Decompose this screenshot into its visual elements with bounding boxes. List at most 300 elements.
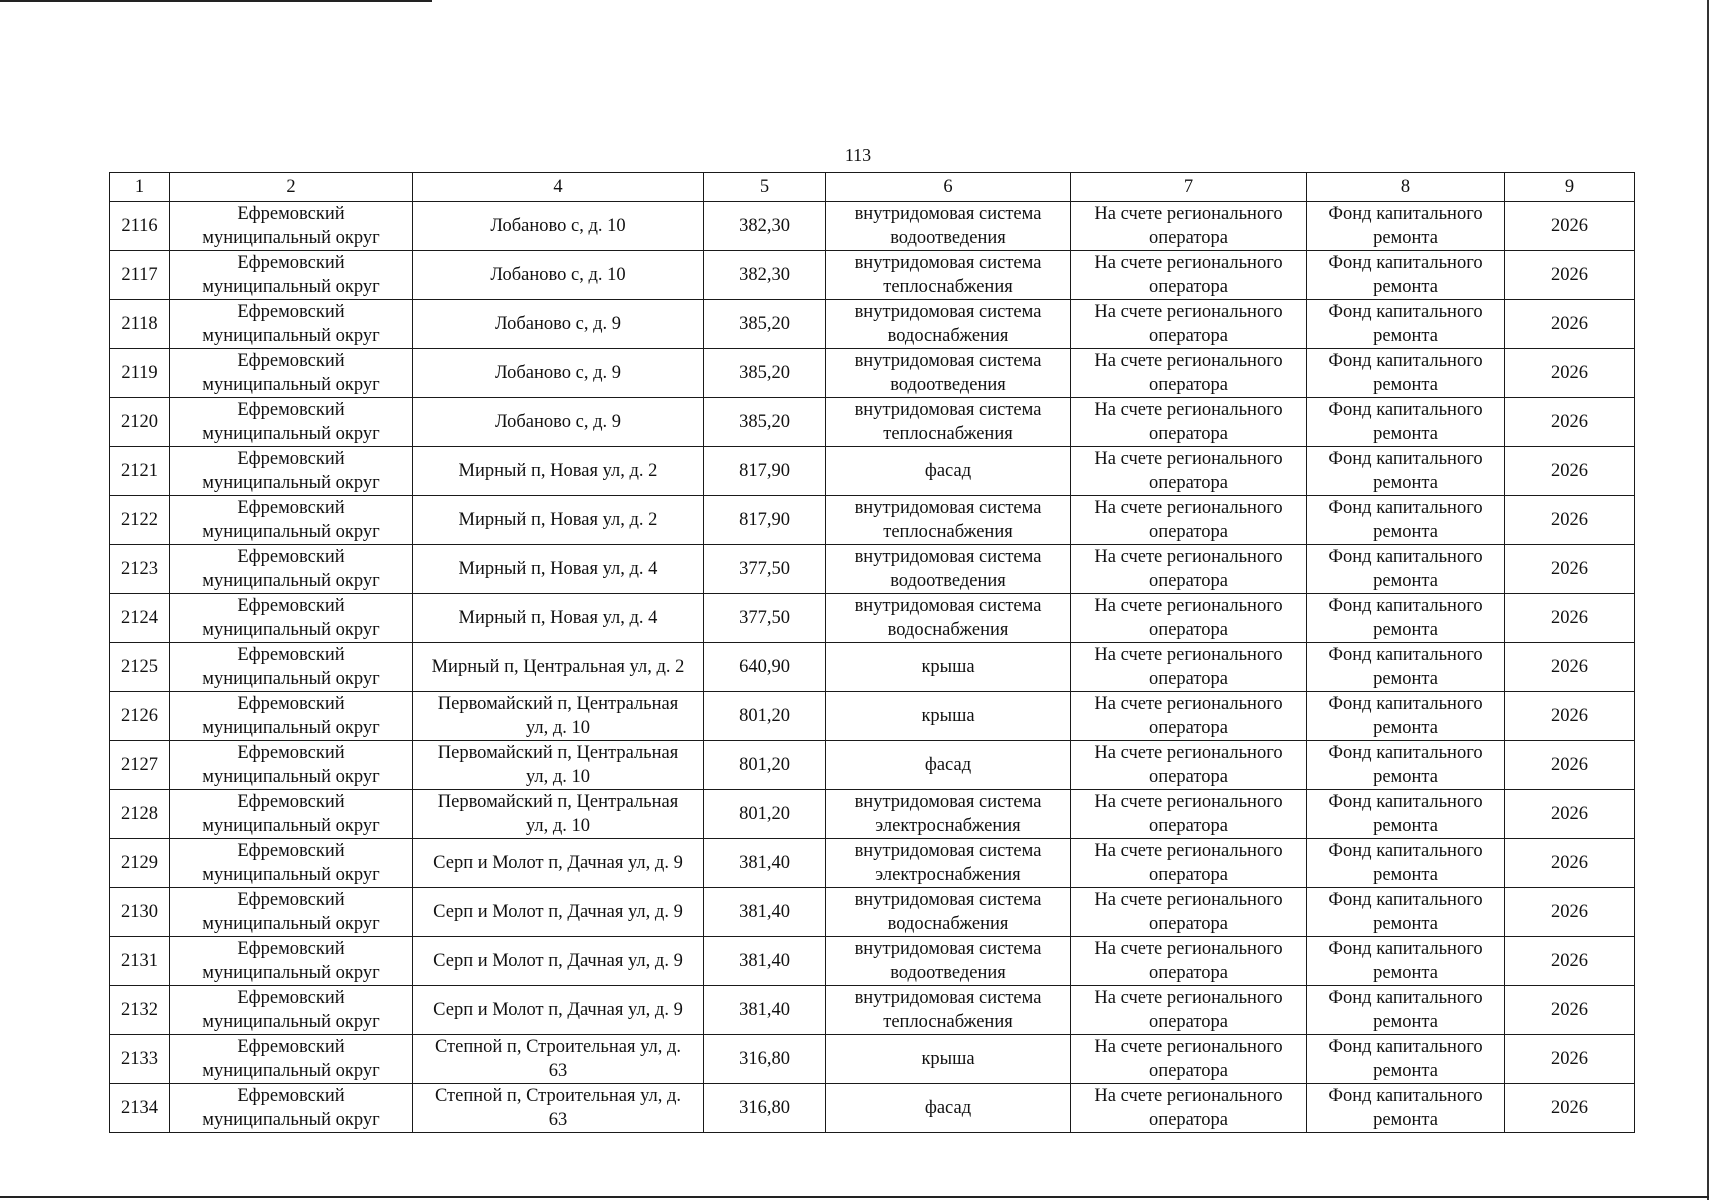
cell-district-line: Ефремовский (237, 1086, 345, 1106)
table-row (110, 447, 1635, 496)
cell-district (170, 300, 413, 349)
cell-account (1071, 741, 1307, 790)
cell-account-line: На счете регионального (1094, 547, 1283, 567)
cell-fund-line: ремонта (1373, 1012, 1438, 1032)
cell-area: 381,40 (704, 986, 826, 1035)
cell-area: 316,80 (704, 1084, 826, 1133)
cell-district-line: Ефремовский (237, 743, 345, 763)
cell-address-line: Серп и Молот п, Дачная ул, д. 9 (433, 951, 683, 971)
cell-district-line: Ефремовский (237, 1037, 345, 1057)
cell-element-line: крыша (921, 657, 975, 677)
cell-district-line: муниципальный округ (202, 326, 380, 346)
cell-element (826, 349, 1071, 398)
cell-account-line: оператора (1149, 522, 1228, 542)
cell-year: 2026 (1505, 643, 1635, 692)
cell-address (413, 1084, 704, 1133)
cell-account (1071, 496, 1307, 545)
cell-district-line: муниципальный округ (202, 1110, 380, 1130)
cell-address (413, 1035, 704, 1084)
cell-address-line: 63 (548, 1061, 568, 1081)
cell-fund-line: Фонд капитального (1328, 792, 1483, 812)
cell-account-line: оператора (1149, 326, 1228, 346)
cell-fund-line: Фонд капитального (1328, 400, 1483, 420)
cell-fund-line: Фонд капитального (1328, 498, 1483, 518)
cell-number: 2121 (110, 447, 170, 496)
cell-account-line: оператора (1149, 1110, 1228, 1130)
cell-address (413, 888, 704, 937)
cell-account-line: На счете регионального (1094, 351, 1283, 371)
cell-fund (1307, 741, 1505, 790)
table-row (110, 349, 1635, 398)
cell-element (826, 1084, 1071, 1133)
cell-area: 382,30 (704, 251, 826, 300)
cell-address (413, 790, 704, 839)
cell-fund-line: Фонд капитального (1328, 253, 1483, 273)
cell-year: 2026 (1505, 741, 1635, 790)
cell-district-line: муниципальный округ (202, 424, 380, 444)
cell-account-line: оператора (1149, 816, 1228, 836)
cell-fund (1307, 447, 1505, 496)
cell-fund-line: ремонта (1373, 767, 1438, 787)
cell-account-line: оператора (1149, 914, 1228, 934)
cell-district (170, 1084, 413, 1133)
cell-district-line: муниципальный округ (202, 669, 380, 689)
cell-account (1071, 398, 1307, 447)
cell-account-line: оператора (1149, 571, 1228, 591)
cell-fund-line: ремонта (1373, 277, 1438, 297)
cell-element-line: теплоснабжения (883, 522, 1013, 542)
cell-address-line: Мирный п, Новая ул, д. 2 (458, 510, 658, 530)
cell-account-line: На счете регионального (1094, 939, 1283, 959)
cell-account-line: На счете регионального (1094, 400, 1283, 420)
cell-district-line: Ефремовский (237, 841, 345, 861)
cell-district (170, 594, 413, 643)
cell-area: 385,20 (704, 349, 826, 398)
cell-fund-line: ремонта (1373, 816, 1438, 836)
cell-element-line: теплоснабжения (883, 1012, 1013, 1032)
cell-account-line: оператора (1149, 1061, 1228, 1081)
table-row (110, 594, 1635, 643)
cell-element (826, 251, 1071, 300)
cell-element-line: водоотведения (890, 228, 1006, 248)
cell-fund-line: ремонта (1373, 914, 1438, 934)
cell-year: 2026 (1505, 300, 1635, 349)
cell-account-line: На счете регионального (1094, 302, 1283, 322)
cell-fund (1307, 398, 1505, 447)
cell-year: 2026 (1505, 594, 1635, 643)
cell-fund-line: ремонта (1373, 865, 1438, 885)
cell-address (413, 349, 704, 398)
cell-address (413, 741, 704, 790)
cell-district-line: муниципальный округ (202, 1061, 380, 1081)
cell-district-line: муниципальный округ (202, 522, 380, 542)
cell-fund-line: Фонд капитального (1328, 1037, 1483, 1057)
cell-account (1071, 594, 1307, 643)
cell-account-line: оператора (1149, 718, 1228, 738)
cell-element-line: электроснабжения (875, 865, 1021, 885)
header-col-year: 9 (1505, 173, 1635, 202)
cell-fund-line: Фонд капитального (1328, 596, 1483, 616)
table-row (110, 496, 1635, 545)
header-col-district: 2 (170, 173, 413, 202)
cell-element-line: внутридомовая система (854, 400, 1042, 420)
cell-address (413, 496, 704, 545)
scan-edge-line-top (0, 0, 432, 2)
cell-element-line: внутридомовая система (854, 890, 1042, 910)
cell-element-line: водоснабжения (887, 620, 1009, 640)
cell-element-line: водоотведения (890, 375, 1006, 395)
cell-number: 2129 (110, 839, 170, 888)
cell-area: 640,90 (704, 643, 826, 692)
cell-account (1071, 1035, 1307, 1084)
table-row (110, 741, 1635, 790)
cell-element (826, 545, 1071, 594)
table-row (110, 1084, 1635, 1133)
cell-district-line: муниципальный округ (202, 914, 380, 934)
cell-address-line: Серп и Молот п, Дачная ул, д. 9 (433, 902, 683, 922)
cell-year: 2026 (1505, 790, 1635, 839)
cell-account (1071, 1084, 1307, 1133)
cell-element-line: фасад (924, 755, 972, 775)
cell-district (170, 741, 413, 790)
cell-element-line: внутридомовая система (854, 204, 1042, 224)
cell-account-line: оператора (1149, 620, 1228, 640)
cell-year: 2026 (1505, 1035, 1635, 1084)
cell-element-line: водоснабжения (887, 914, 1009, 934)
cell-district (170, 692, 413, 741)
table-row (110, 790, 1635, 839)
cell-address (413, 937, 704, 986)
cell-district-line: муниципальный округ (202, 767, 380, 787)
cell-district-line: муниципальный округ (202, 963, 380, 983)
cell-fund-line: ремонта (1373, 718, 1438, 738)
header-col-fund: 8 (1307, 173, 1505, 202)
cell-account-line: На счете регионального (1094, 449, 1283, 469)
cell-account (1071, 300, 1307, 349)
table-row (110, 398, 1635, 447)
cell-account-line: На счете регионального (1094, 645, 1283, 665)
cell-area: 817,90 (704, 496, 826, 545)
cell-fund-line: Фонд капитального (1328, 939, 1483, 959)
cell-fund-line: Фонд капитального (1328, 449, 1483, 469)
cell-district-line: Ефремовский (237, 449, 345, 469)
cell-fund-line: Фонд капитального (1328, 694, 1483, 714)
cell-account-line: оператора (1149, 375, 1228, 395)
cell-district (170, 202, 413, 251)
cell-number: 2130 (110, 888, 170, 937)
cell-fund-line: Фонд капитального (1328, 204, 1483, 224)
cell-address-line: Первомайский п, Центральная (437, 743, 679, 763)
cell-district-line: Ефремовский (237, 302, 345, 322)
cell-fund (1307, 937, 1505, 986)
cell-fund-line: Фонд капитального (1328, 743, 1483, 763)
table-row (110, 251, 1635, 300)
cell-element (826, 202, 1071, 251)
cell-account (1071, 251, 1307, 300)
cell-address (413, 545, 704, 594)
cell-district-line: Ефремовский (237, 204, 345, 224)
cell-element-line: электроснабжения (875, 816, 1021, 836)
cell-district (170, 496, 413, 545)
cell-district-line: Ефремовский (237, 890, 345, 910)
cell-fund (1307, 790, 1505, 839)
cell-number: 2133 (110, 1035, 170, 1084)
cell-address-line: Первомайский п, Центральная (437, 792, 679, 812)
header-col-account: 7 (1071, 173, 1307, 202)
cell-number: 2118 (110, 300, 170, 349)
cell-element (826, 1035, 1071, 1084)
cell-account-line: оператора (1149, 963, 1228, 983)
cell-account-line: На счете регионального (1094, 890, 1283, 910)
table-row (110, 937, 1635, 986)
header-col-element: 6 (826, 173, 1071, 202)
cell-year: 2026 (1505, 545, 1635, 594)
cell-element-line: теплоснабжения (883, 277, 1013, 297)
cell-district (170, 643, 413, 692)
cell-element (826, 986, 1071, 1035)
cell-year: 2026 (1505, 888, 1635, 937)
cell-fund-line: Фонд капитального (1328, 1086, 1483, 1106)
cell-number: 2128 (110, 790, 170, 839)
cell-address-line: ул, д. 10 (525, 816, 591, 836)
cell-address-line: Лобаново с, д. 10 (490, 216, 626, 236)
cell-account-line: На счете регионального (1094, 498, 1283, 518)
cell-year: 2026 (1505, 839, 1635, 888)
cell-fund-line: Фонд капитального (1328, 351, 1483, 371)
cell-fund-line: ремонта (1373, 620, 1438, 640)
cell-address-line: 63 (548, 1110, 568, 1130)
cell-district-line: Ефремовский (237, 596, 345, 616)
cell-account (1071, 937, 1307, 986)
cell-address (413, 643, 704, 692)
cell-address-line: ул, д. 10 (525, 767, 591, 787)
cell-fund-line: ремонта (1373, 571, 1438, 591)
cell-account (1071, 349, 1307, 398)
cell-account-line: На счете регионального (1094, 204, 1283, 224)
table-row (110, 1035, 1635, 1084)
cell-number: 2119 (110, 349, 170, 398)
cell-account (1071, 643, 1307, 692)
cell-year: 2026 (1505, 202, 1635, 251)
cell-area: 382,30 (704, 202, 826, 251)
cell-district-line: Ефремовский (237, 939, 345, 959)
table-row (110, 300, 1635, 349)
cell-address-line: Степной п, Строительная ул, д. (434, 1086, 682, 1106)
header-col-area: 5 (704, 173, 826, 202)
cell-account-line: На счете регионального (1094, 743, 1283, 763)
cell-account-line: На счете регионального (1094, 596, 1283, 616)
cell-fund-line: ремонта (1373, 1110, 1438, 1130)
cell-account (1071, 986, 1307, 1035)
cell-account-line: оператора (1149, 473, 1228, 493)
cell-number: 2125 (110, 643, 170, 692)
scan-edge-line-bottom (0, 1196, 1709, 1198)
cell-fund-line: Фонд капитального (1328, 890, 1483, 910)
cell-fund (1307, 839, 1505, 888)
cell-district (170, 349, 413, 398)
cell-district (170, 986, 413, 1035)
cell-address-line: Степной п, Строительная ул, д. (434, 1037, 682, 1057)
cell-account (1071, 692, 1307, 741)
cell-fund-line: ремонта (1373, 375, 1438, 395)
cell-element (826, 496, 1071, 545)
cell-element (826, 741, 1071, 790)
cell-area: 385,20 (704, 398, 826, 447)
cell-district-line: муниципальный округ (202, 865, 380, 885)
cell-district-line: Ефремовский (237, 645, 345, 665)
cell-address (413, 594, 704, 643)
cell-number: 2132 (110, 986, 170, 1035)
cell-element-line: фасад (924, 1098, 972, 1118)
cell-account-line: оператора (1149, 669, 1228, 689)
cell-fund-line: ремонта (1373, 669, 1438, 689)
cell-account-line: На счете регионального (1094, 253, 1283, 273)
cell-number: 2120 (110, 398, 170, 447)
cell-area: 316,80 (704, 1035, 826, 1084)
cell-area: 801,20 (704, 790, 826, 839)
cell-number: 2123 (110, 545, 170, 594)
cell-address (413, 692, 704, 741)
cell-district-line: муниципальный округ (202, 718, 380, 738)
cell-address-line: Мирный п, Новая ул, д. 2 (458, 461, 658, 481)
cell-fund-line: Фонд капитального (1328, 645, 1483, 665)
cell-district-line: муниципальный округ (202, 571, 380, 591)
cell-district-line: муниципальный округ (202, 816, 380, 836)
cell-element-line: теплоснабжения (883, 424, 1013, 444)
cell-fund-line: ремонта (1373, 228, 1438, 248)
cell-element-line: внутридомовая система (854, 596, 1042, 616)
cell-account-line: На счете регионального (1094, 1037, 1283, 1057)
cell-district (170, 398, 413, 447)
cell-account-line: оператора (1149, 228, 1228, 248)
cell-district-line: муниципальный округ (202, 1012, 380, 1032)
cell-element-line: фасад (924, 461, 972, 481)
table-row (110, 545, 1635, 594)
cell-account-line: На счете регионального (1094, 841, 1283, 861)
cell-area: 377,50 (704, 545, 826, 594)
cell-year: 2026 (1505, 937, 1635, 986)
cell-account-line: оператора (1149, 424, 1228, 444)
cell-fund-line: ремонта (1373, 963, 1438, 983)
table-row (110, 643, 1635, 692)
cell-district-line: Ефремовский (237, 792, 345, 812)
cell-address-line: Лобаново с, д. 9 (495, 314, 621, 334)
cell-element (826, 300, 1071, 349)
capital-repair-table (109, 172, 1635, 1133)
cell-district-line: муниципальный округ (202, 375, 380, 395)
cell-element (826, 937, 1071, 986)
cell-fund (1307, 545, 1505, 594)
cell-number: 2134 (110, 1084, 170, 1133)
cell-district-line: муниципальный округ (202, 473, 380, 493)
cell-address-line: Серп и Молот п, Дачная ул, д. 9 (433, 853, 683, 873)
cell-district (170, 888, 413, 937)
cell-address-line: Серп и Молот п, Дачная ул, д. 9 (433, 1000, 683, 1020)
cell-account-line: оператора (1149, 865, 1228, 885)
cell-area: 801,20 (704, 692, 826, 741)
cell-address (413, 986, 704, 1035)
cell-fund-line: ремонта (1373, 1061, 1438, 1081)
table-row (110, 888, 1635, 937)
cell-district (170, 251, 413, 300)
cell-element-line: водоснабжения (887, 326, 1009, 346)
cell-number: 2131 (110, 937, 170, 986)
cell-element (826, 790, 1071, 839)
cell-fund (1307, 1084, 1505, 1133)
cell-number: 2116 (110, 202, 170, 251)
cell-address-line: Лобаново с, д. 9 (495, 363, 621, 383)
cell-fund (1307, 1035, 1505, 1084)
cell-number: 2127 (110, 741, 170, 790)
cell-account (1071, 202, 1307, 251)
cell-address-line: Мирный п, Новая ул, д. 4 (458, 608, 658, 628)
cell-address (413, 839, 704, 888)
table-body (110, 202, 1635, 1133)
cell-address-line: Лобаново с, д. 10 (490, 265, 626, 285)
cell-district (170, 545, 413, 594)
cell-area: 381,40 (704, 888, 826, 937)
table-row (110, 202, 1635, 251)
cell-area: 377,50 (704, 594, 826, 643)
cell-area: 801,20 (704, 741, 826, 790)
cell-account (1071, 888, 1307, 937)
cell-number: 2117 (110, 251, 170, 300)
cell-district-line: муниципальный округ (202, 620, 380, 640)
cell-year: 2026 (1505, 398, 1635, 447)
cell-account-line: На счете регионального (1094, 792, 1283, 812)
cell-element-line: водоотведения (890, 963, 1006, 983)
cell-element (826, 643, 1071, 692)
cell-fund (1307, 594, 1505, 643)
cell-address-line: Мирный п, Новая ул, д. 4 (458, 559, 658, 579)
cell-account (1071, 545, 1307, 594)
cell-fund (1307, 986, 1505, 1035)
cell-area: 385,20 (704, 300, 826, 349)
cell-address-line: Лобаново с, д. 9 (495, 412, 621, 432)
table-header (110, 173, 1635, 202)
cell-district (170, 447, 413, 496)
cell-district-line: Ефремовский (237, 253, 345, 273)
cell-fund-line: ремонта (1373, 522, 1438, 542)
cell-element-line: внутридомовая система (854, 939, 1042, 959)
cell-district (170, 790, 413, 839)
cell-year: 2026 (1505, 1084, 1635, 1133)
cell-address-line: Первомайский п, Центральная (437, 694, 679, 714)
cell-fund-line: ремонта (1373, 326, 1438, 346)
cell-address (413, 398, 704, 447)
cell-fund (1307, 888, 1505, 937)
cell-element-line: водоотведения (890, 571, 1006, 591)
cell-element (826, 839, 1071, 888)
cell-year: 2026 (1505, 251, 1635, 300)
cell-fund-line: Фонд капитального (1328, 841, 1483, 861)
cell-element (826, 692, 1071, 741)
cell-number: 2122 (110, 496, 170, 545)
cell-fund-line: Фонд капитального (1328, 547, 1483, 567)
cell-account-line: оператора (1149, 1012, 1228, 1032)
table-row (110, 692, 1635, 741)
cell-account-line: На счете регионального (1094, 988, 1283, 1008)
cell-fund (1307, 496, 1505, 545)
cell-number: 2124 (110, 594, 170, 643)
cell-address (413, 202, 704, 251)
cell-district-line: Ефремовский (237, 498, 345, 518)
cell-element-line: внутридомовая система (854, 792, 1042, 812)
cell-number: 2126 (110, 692, 170, 741)
cell-year: 2026 (1505, 496, 1635, 545)
cell-year: 2026 (1505, 692, 1635, 741)
cell-element-line: крыша (921, 1049, 975, 1069)
